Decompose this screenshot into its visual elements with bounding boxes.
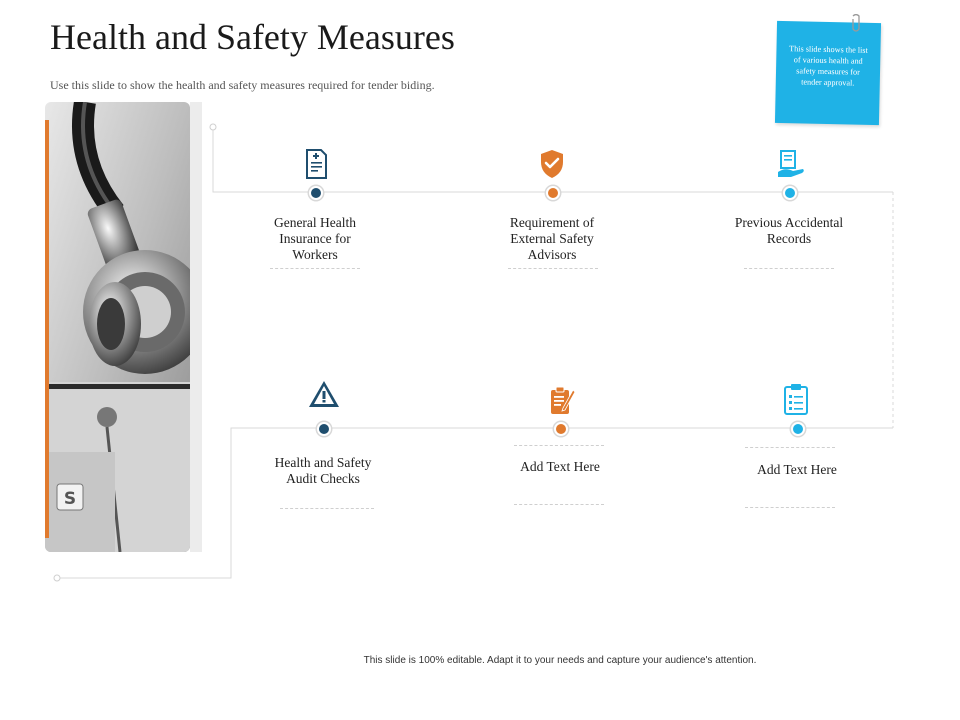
label-underline <box>270 268 360 269</box>
sticky-note <box>775 21 881 125</box>
page-subtitle: Use this slide to show the health and safety measures required for tender biding. <box>50 78 435 92</box>
warning-sign-icon <box>307 378 341 412</box>
measure-label: Requirement of External Safety Advisors <box>509 215 595 262</box>
measure-label: Health and Safety Audit Checks <box>274 455 372 486</box>
start-dot <box>210 124 216 130</box>
label-underline <box>744 268 834 269</box>
measure-label: General Health Insurance for Workers <box>273 215 357 262</box>
end-dot <box>54 575 60 581</box>
node-audit-checks <box>317 422 331 436</box>
sticky-note-text: This slide shows the list of various health and safety measures for tender approval. <box>789 44 868 88</box>
svg-text:S: S <box>63 489 77 509</box>
footer-note: This slide is 100% editable. Adapt it to your needs and capture your audience's attention. <box>363 655 757 666</box>
records-hand-icon <box>773 147 807 181</box>
insurance-document-icon <box>299 147 333 181</box>
measure-label: Previous Accidental Records <box>734 215 844 246</box>
node-add-text-2 <box>554 422 568 436</box>
node-add-text-3 <box>791 422 805 436</box>
measure-label: Add Text Here <box>757 462 837 477</box>
clipboard-pen-icon <box>545 384 579 418</box>
node-safety-advisors <box>546 186 560 200</box>
measure-label: Add Text Here <box>520 459 600 474</box>
label-overline <box>514 445 604 446</box>
bottom-line <box>60 428 893 578</box>
page-title: Health and Safety Measures <box>50 17 455 57</box>
label-underline <box>508 268 598 269</box>
shield-check-icon <box>535 147 569 181</box>
node-general-health <box>309 186 323 200</box>
label-underline <box>280 508 374 509</box>
label-overline <box>745 447 835 448</box>
checklist-icon <box>779 382 813 416</box>
node-accidental-records <box>783 186 797 200</box>
paperclip-icon <box>850 14 862 34</box>
label-underline <box>514 504 604 505</box>
label-underline <box>745 507 835 508</box>
